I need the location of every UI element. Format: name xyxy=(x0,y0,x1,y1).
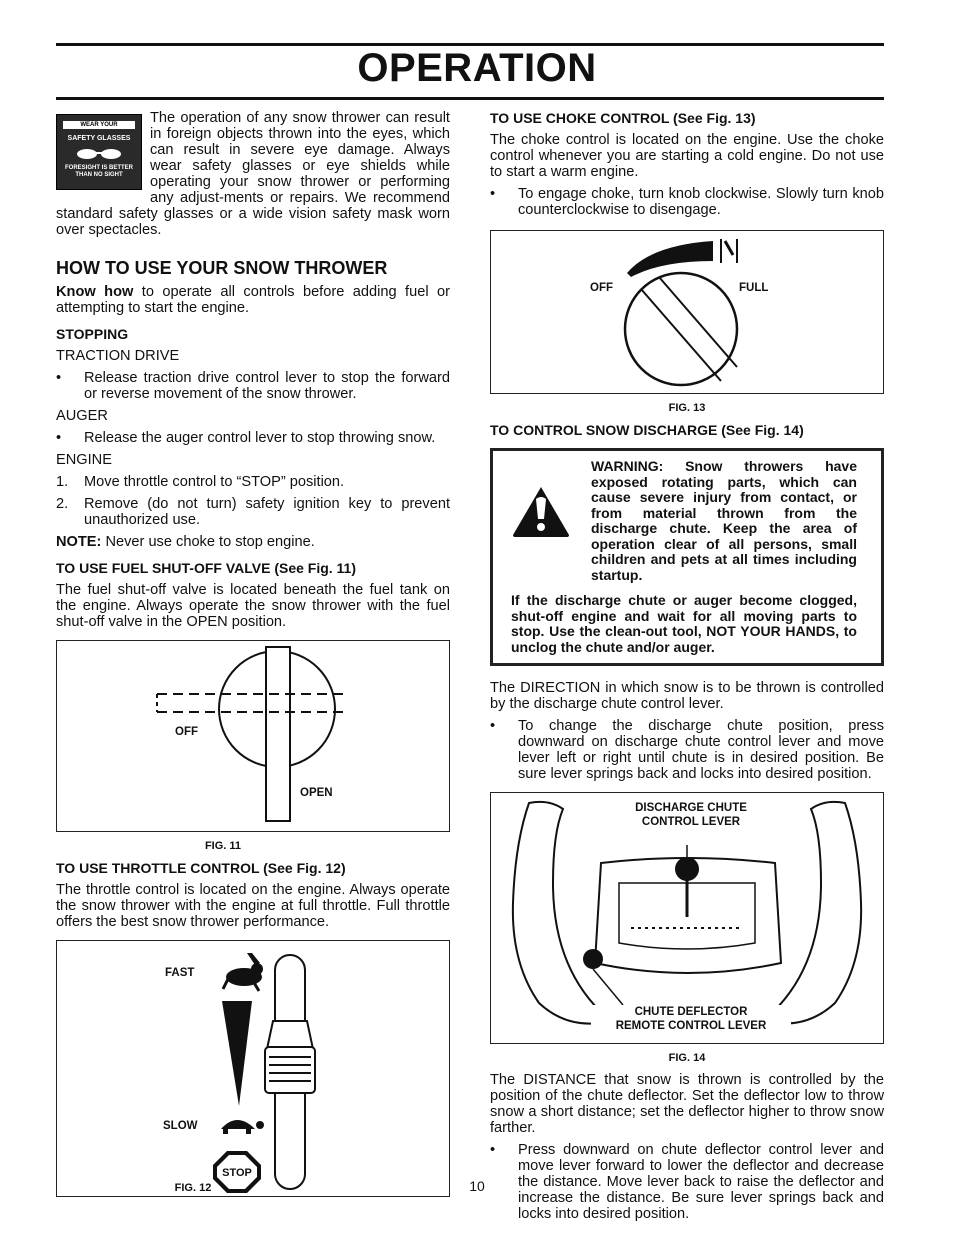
page-title: OPERATION xyxy=(357,46,597,90)
clog-warning-text: If the discharge chute or auger become clogged, shut-off engine and wait for all moving parts to stop. Use the clean-out tool, NOT YOUR HANDS, to unclog the chute and/or auger. xyxy=(511,592,857,655)
fig14-bottom-label-line1: CHUTE DEFLECTOR xyxy=(634,1006,748,1018)
fuel-text: The fuel shut-off valve is located beneath the fuel tank on the engine. Always operate the snow thrower with the fuel shut-off valve in the OPEN position. xyxy=(56,582,450,630)
engine-label: ENGINE xyxy=(56,452,112,468)
choke-text: The choke control is located on the engine. Use the choke control whenever you are starting a cold engine. Do not use to start a warm engine. xyxy=(490,132,884,180)
bullet-marker: • xyxy=(490,718,496,734)
fuel-heading: TO USE FUEL SHUT-OFF VALVE (See Fig. 11) xyxy=(56,560,357,576)
traction-item xyxy=(56,370,450,402)
know-how-paragraph xyxy=(56,284,450,316)
fig11-fuel-valve-figure xyxy=(56,640,450,832)
fig13-caption: FIG. 13 xyxy=(668,402,706,414)
warning-icon xyxy=(511,485,571,539)
fig12-throttle-figure xyxy=(56,940,450,1197)
choke-arc xyxy=(627,241,713,277)
fig11-open-label: OPEN xyxy=(300,787,333,799)
fig11-off-label: OFF xyxy=(175,726,198,738)
deflector-control-knob xyxy=(583,949,603,969)
warning-text: WARNING: Snow throwers have exposed rotating parts, which can cause severe injury from contact, or from material thrown from the discharge chute. Keep the area of operation clear of all persons, small children and pets at all times including startup. xyxy=(591,458,857,583)
discharge-heading: TO CONTROL SNOW DISCHARGE (See Fig. 14) xyxy=(490,422,804,438)
fig14-top-label-line2: CONTROL LEVER xyxy=(641,816,741,828)
traction-item-text: Release traction drive control lever to stop the forward or reverse movement of the snow thrower. xyxy=(84,370,450,402)
direction-item-text: To change the discharge chute position, press downward on discharge chute control lever and move lever left or right until chute is in desired position. Be sure lever springs back and locks into desired position. xyxy=(518,718,884,782)
choke-item xyxy=(490,186,884,218)
stopping-heading: STOPPING xyxy=(56,326,129,342)
direction-item xyxy=(490,718,884,782)
page-number: 10 xyxy=(469,1178,485,1194)
fig13-off-label: OFF xyxy=(590,282,613,294)
fig14-top-label-line1: DISCHARGE CHUTE xyxy=(635,802,747,814)
engine-step-2-text: Remove (do not turn) safety ignition key to prevent unauthorized use. xyxy=(84,496,450,528)
engine-step-1 xyxy=(56,474,450,490)
decal-line3: FORESIGHT IS BETTER THAN NO SIGHT xyxy=(64,165,133,178)
bullet-marker: • xyxy=(490,186,496,202)
how-to-use-heading: HOW TO USE YOUR SNOW THROWER xyxy=(56,258,388,278)
choke-item-text: To engage choke, turn knob clockwise. Slowly turn knob counterclockwise to disengage. xyxy=(518,186,884,218)
throttle-drawing xyxy=(57,941,449,1196)
traction-label: TRACTION DRIVE xyxy=(56,348,180,364)
rabbit-icon xyxy=(223,953,263,991)
left-column xyxy=(56,110,450,1197)
speed-wedge xyxy=(222,1001,252,1106)
bullet-marker: • xyxy=(490,1142,496,1158)
auger-item xyxy=(56,430,450,446)
turtle-icon xyxy=(221,1120,264,1134)
choke-drawing xyxy=(491,231,883,393)
fuel-valve-drawing xyxy=(57,641,449,831)
throttle-heading: TO USE THROTTLE CONTROL (See Fig. 12) xyxy=(56,860,346,876)
throttle-knob xyxy=(265,1047,315,1093)
decal-line2: SAFETY GLASSES xyxy=(67,135,131,142)
fig12-caption: FIG. 12 xyxy=(174,1182,212,1194)
throttle-text: The throttle control is located on the engine. Always operate the snow thrower with the engine at full throttle. Full throttle offers the best snow thrower performance. xyxy=(56,882,450,930)
fig12-fast-label: FAST xyxy=(165,967,195,979)
fig14-discharge-figure xyxy=(490,792,884,1044)
chute-control-knob xyxy=(675,857,699,881)
engine-step-1-text: Move throttle control to “STOP” position. xyxy=(84,474,345,490)
fig13-choke-figure xyxy=(490,230,884,394)
decal-line1: WEAR YOUR xyxy=(63,121,135,129)
title-rule xyxy=(56,97,884,100)
fig13-full-label: FULL xyxy=(739,282,769,294)
warning-box xyxy=(490,448,884,666)
engine-step-2 xyxy=(56,496,450,528)
warning-triangle xyxy=(511,459,581,583)
safety-glasses-decal xyxy=(56,114,142,190)
right-column xyxy=(490,110,884,1228)
safety-intro xyxy=(56,110,450,238)
step-number: 1. xyxy=(56,474,69,490)
direction-text: The DIRECTION in which snow is to be thrown is controlled by the discharge chute control lever. xyxy=(490,680,884,712)
bullet-marker: • xyxy=(56,430,62,446)
fig14-top-label xyxy=(611,801,771,829)
auger-item-text: Release the auger control lever to stop throwing snow. xyxy=(84,430,436,446)
fig11-caption: FIG. 11 xyxy=(204,840,242,852)
note-rest: Never use choke to stop engine. xyxy=(101,534,315,550)
know-how-rest: to operate all controls before adding fuel or attempting to start the engine. xyxy=(56,284,450,316)
fig12-stop-label: STOP xyxy=(222,1167,252,1179)
distance-item-text: Press downward on chute deflector control lever and move lever forward to lower the deflector and decrease the distance. Move lever back to raise the deflector and increase the distance. Be sure lever springs back and locks into desired position. xyxy=(518,1142,884,1222)
fig12-slow-label: SLOW xyxy=(163,1120,198,1132)
know-how-bold: Know how xyxy=(56,284,134,300)
auger-label: AUGER xyxy=(56,408,108,424)
glasses-icon xyxy=(74,148,124,160)
fig14-bottom-label-line2: REMOTE CONTROL LEVER xyxy=(615,1020,767,1032)
distance-text: The DISTANCE that snow is thrown is controlled by the position of the chute deflector. Set the deflector low to throw snow a short distance; set the deflector higher to throw snow farther. xyxy=(490,1072,884,1136)
fig14-bottom-label xyxy=(591,1005,791,1033)
note-paragraph xyxy=(56,534,450,550)
note-bold: NOTE: xyxy=(56,534,102,550)
bullet-marker: • xyxy=(56,370,62,386)
choke-heading: TO USE CHOKE CONTROL (See Fig. 13) xyxy=(490,110,756,126)
step-number: 2. xyxy=(56,496,69,512)
fig14-caption: FIG. 14 xyxy=(668,1052,706,1064)
intro-text: The operation of any snow thrower can result in foreign objects thrown into the eyes, which can result in severe eye damage. Always wear safety glasses or eye shields while operating your snow thrower or performing any adjust-ments or repairs. We recommend standard safety glasses or a wide vision safety mask worn over spectacles. xyxy=(56,110,450,238)
